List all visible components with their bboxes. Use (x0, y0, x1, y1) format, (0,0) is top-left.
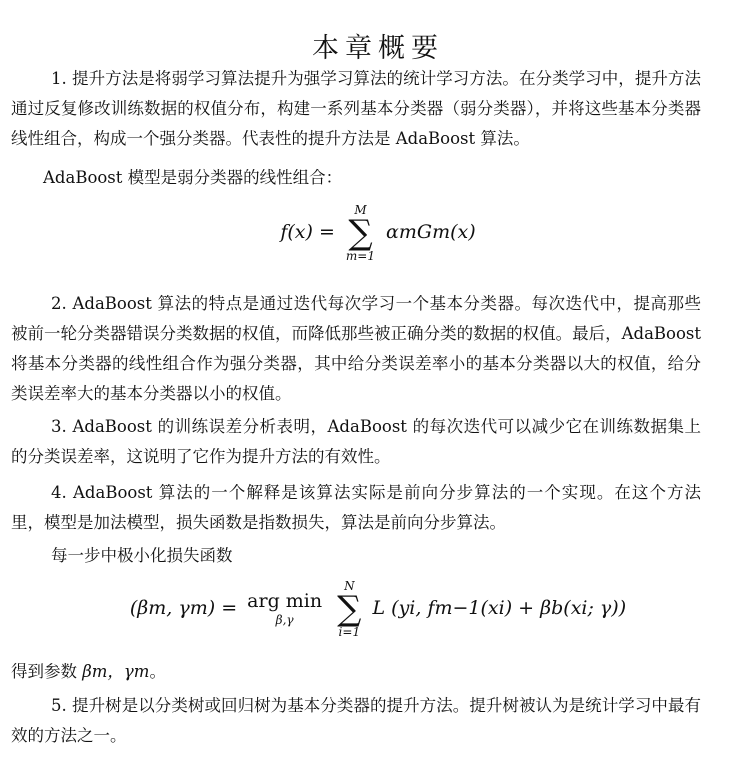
chapter-summary-title: 本章概要 (312, 33, 444, 65)
equation-2-lhs: (βm, γm) = (129, 597, 244, 619)
equation-2-argmin-label: arg min (247, 590, 323, 612)
equation-1 (0, 204, 756, 262)
equation-2 (0, 580, 756, 638)
equation-2-body: L (yi, fm−1(xi) + βb(xi; γ)) (372, 597, 627, 619)
paragraph-4: 4. AdaBoost 算法的一个解释是该算法实际是前向分步算法的一个实现。在这个方法里，模型是加法模型，损失函数是指数损失，算法是前向分步算法。 (11, 483, 701, 532)
paragraph-4b: 每一步中极小化损失函数 (51, 546, 233, 565)
equation-1-sum-upper: M (354, 203, 367, 217)
equation-1-sum-lower: m=1 (345, 249, 375, 263)
equation-1-sum (346, 204, 375, 262)
paragraph-3: 3. AdaBoost 的训练误差分析表明，AdaBoost 的每次迭代可以减少它在训练数据集上的分类误差率，这说明了它作为提升方法的有效性。 (11, 417, 701, 466)
equation-2-sum (337, 580, 361, 638)
paragraph-4c-prefix: 得到参数 (11, 662, 83, 681)
equation-2-sum-symbol: ∑ (337, 589, 362, 629)
equation-2-sum-upper: N (344, 579, 355, 593)
paragraph-2: 2. AdaBoost 算法的特点是通过迭代每次学习一个基本分类器。每次迭代中，提高那些被前一轮分类器错误分类数据的权值，而降低那些被正确分类的数据的权值。最后，AdaBoost 将基本分类器的线性组合作为强分类器，其中给分类误差率小的基本分类器以大的权值，给分类误差率大的基本分类器以小的权值。 (11, 294, 701, 403)
paragraph-1: 1. 提升方法是将弱学习算法提升为强学习算法的统计学习方法。在分类学习中，提升方法通过反复修改训练数据的权值分布，构建一系列基本分类器（弱分类器），并将这些基本分类器线性组合，构成一个强分类器。代表性的提升方法是 AdaBoost 算法。 (11, 69, 701, 148)
equation-2-argmin-sub: β,γ (275, 613, 294, 627)
equation-1-sum-symbol: ∑ (348, 213, 373, 253)
equation-2-argmin (247, 592, 322, 626)
paragraph-1b: AdaBoost 模型是弱分类器的线性组合： (43, 168, 343, 187)
paragraph-5: 5. 提升树是以分类树或回归树为基本分类器的提升方法。提升树被认为是统计学习中最有效的方法之一。 (11, 696, 701, 745)
equation-2-sum-lower: i=1 (338, 625, 361, 639)
equation-1-body: αmGm(x) (386, 221, 476, 243)
paragraph-4c-suffix: 。 (149, 662, 166, 681)
paragraph-4c (11, 657, 701, 687)
paragraph-4c-params: βm，γm (82, 662, 150, 681)
equation-1-lhs: f(x) = (280, 221, 341, 243)
